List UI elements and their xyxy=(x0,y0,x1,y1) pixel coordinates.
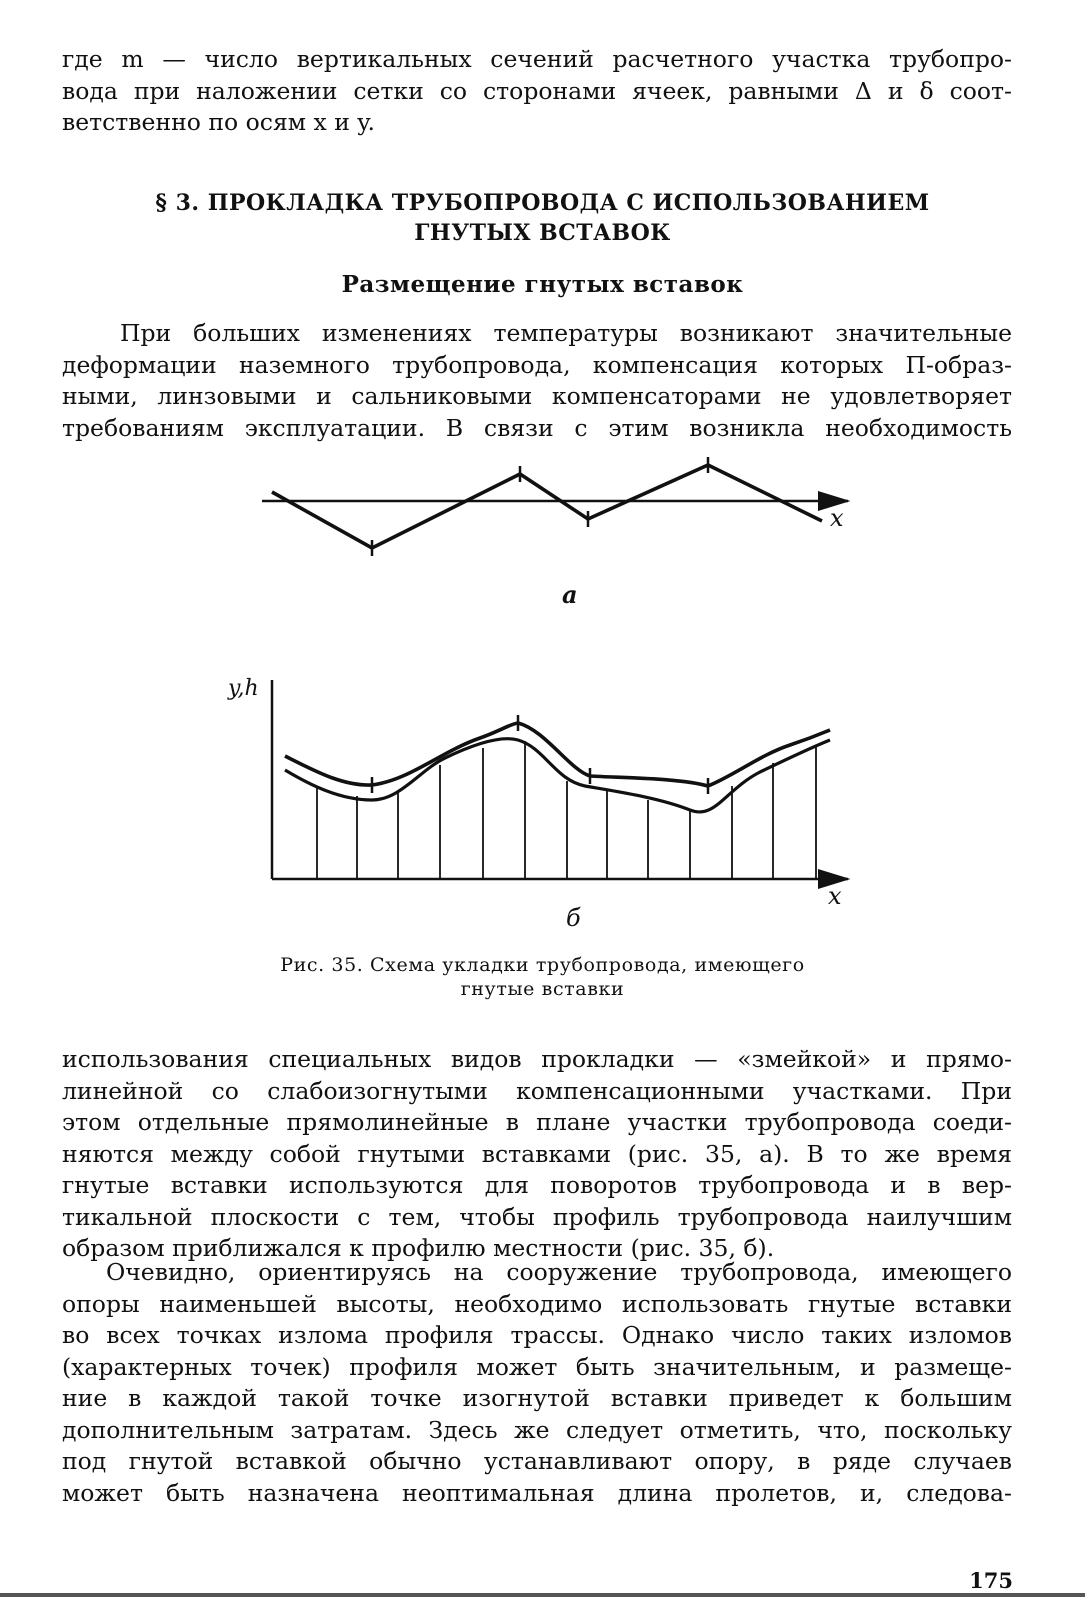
pipeline-plan-line xyxy=(272,465,822,548)
figure-letter-b: б xyxy=(566,904,581,932)
section-title-continued: ГНУТЫХ ВСТАВОК xyxy=(414,220,671,246)
support-lines xyxy=(317,741,816,879)
bottom-scan-edge xyxy=(0,1593,1085,1597)
text-line: опоры наименьшей высоты, необходимо использовать гнутые вставки xyxy=(62,1289,1012,1318)
text-line: ными, линзовыми и сальниковыми компенсаторами не удовлетворяет xyxy=(62,382,1012,410)
text-line: При больших изменениях температуры возникают значительные xyxy=(120,319,1012,347)
section-subtitle: Размещение гнутых вставок xyxy=(341,271,744,298)
text-line: образом приближался к профилю местности (рис. 35, б). xyxy=(62,1234,775,1262)
text-line: линейной со слабоизогнутыми компенсационными участками. При xyxy=(62,1076,1012,1105)
pipeline-profile-line xyxy=(285,723,830,786)
text-line: гнутые вставки используются для поворотов трубопровода и в вер- xyxy=(62,1171,1012,1199)
text-line: вода при наложении сетки со сторонами ячеек, равными Δ и δ соот- xyxy=(62,76,1012,105)
text-line: может быть назначена неоптимальная длина пролетов, и, следова- xyxy=(62,1478,1012,1507)
figure-letter-a: а xyxy=(562,580,578,609)
text-line: ние в каждой такой точке изогнутой вставки приведет к большим xyxy=(62,1384,1012,1412)
terrain-profile-line xyxy=(285,739,830,812)
figure-caption: Рис. 35. Схема укладки трубопровода, имеющего xyxy=(280,954,805,976)
y-axis-label: y,h xyxy=(228,676,259,701)
page-number: 175 xyxy=(969,1568,1013,1593)
paragraph-2 xyxy=(62,1044,1012,1265)
text-line: использования специальных видов прокладки — «змейкой» и прямо- xyxy=(62,1045,1012,1073)
text-line: дополнительным затратам. Здесь же следует отметить, что, поскольку xyxy=(62,1415,1012,1444)
section-title: § 3. ПРОКЛАДКА ТРУБОПРОВОДА С ИСПОЛЬЗОВАНИЕМ xyxy=(155,190,930,216)
text-line: ветственно по осям x и y. xyxy=(62,108,376,136)
text-line: под гнутой вставкой обычно устанавливают опору, в ряде случаев xyxy=(62,1447,1012,1475)
text-line: требованиям эксплуатации. В связи с этим возникла необходимость xyxy=(62,413,1012,442)
text-line: во всех точках излома профиля трассы. Однако число таких изломов xyxy=(62,1321,1012,1349)
text-line: няются между собой гнутыми вставками (рис. 35, а). В то же время xyxy=(62,1139,1012,1168)
paragraph-1 xyxy=(62,318,1012,444)
text-line: Очевидно, ориентируясь на сооружение трубопровода, имеющего xyxy=(106,1258,1012,1286)
paragraph-3 xyxy=(62,1257,1012,1509)
text-line: этом отдельные прямолинейные в плане участки трубопровода соеди- xyxy=(62,1108,1012,1136)
text-line: где m — число вертикальных сечений расчетного участка трубопро- xyxy=(62,45,1012,73)
figure-caption-continued: гнутые вставки xyxy=(460,978,625,1000)
top-axis-label: x xyxy=(830,504,844,532)
text-line: (характерных точек) профиля может быть значительным, и размеще- xyxy=(62,1352,1012,1381)
bottom-axis-label: x xyxy=(828,882,842,910)
text-line: деформации наземного трубопровода, компенсация которых П-образ- xyxy=(62,350,1012,379)
intro-paragraph xyxy=(62,44,1012,139)
text-line: тикальной плоскости с тем, чтобы профиль трубопровода наилучшим xyxy=(62,1202,1012,1231)
